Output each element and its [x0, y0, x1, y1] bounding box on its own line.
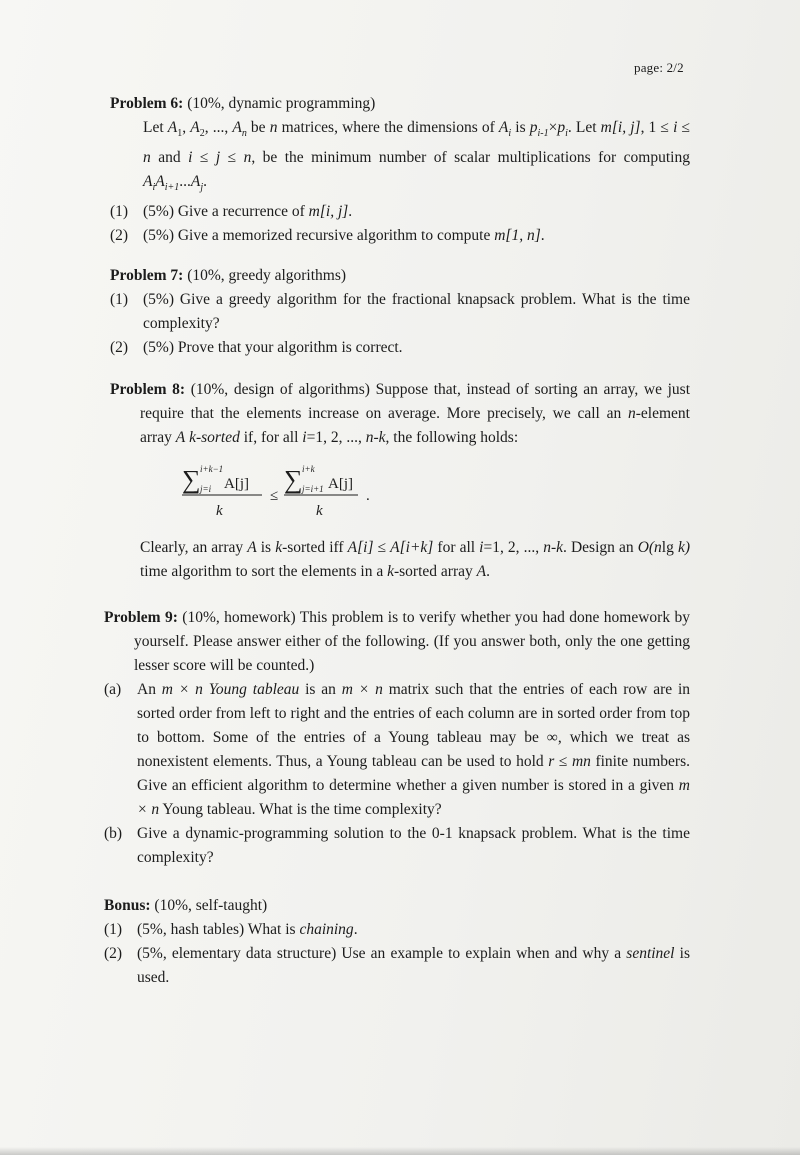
problem-9: [104, 606, 690, 870]
problem-8: [110, 378, 690, 584]
problem-6-title: Problem 6:: [110, 95, 184, 112]
problem-9-option-a: (a) An m × n Young tableau is an m × n matrix such that the entries of each row are in sorted order from left to right and the entries of each column are in sorted order from top to bottom. Some of the entries of a Young tableau may be ∞, which we treat as nonexistent elements. Thus, a Young tableau can be used to hold r ≤ mn finite numbers. Give an efficient algorithm to determine whether a given number is stored in a given m × n Young tableau. What is the time complexity?: [104, 681, 691, 819]
problem-7-title: Problem 7:: [110, 267, 184, 285]
formula-period: .: [366, 488, 370, 505]
bonus-problem: [104, 894, 690, 990]
problem-6-heading: [110, 92, 690, 116]
problem-6-statement: Let $A_1$, $A_2$, ..., $A_n$ be n matrices, where the dimensions of $A_i$ is $p_{i-1}\times p_i$. Let m[i, j], 1 ≤ i ≤ n and i ≤ j ≤ n, be the minimum number of scalar multiplications for computing $A_iA_{i+1}...A_j$.: [143, 119, 691, 194]
bonus-topic: (10%, self-taught): [150, 897, 268, 915]
problem-6-part-1: (1) (5%) Give a recurrence of m[i, j].: [110, 203, 353, 221]
right-sum-lower: j=i+1: [302, 484, 324, 495]
problem-8-title: Problem 8:: [110, 381, 186, 399]
left-sum-term: A[j]: [224, 476, 249, 493]
left-denominator: k: [216, 503, 223, 520]
leq-symbol: ≤: [270, 488, 279, 505]
problem-8-statement: Problem 8: (10%, design of algorithms) Suppose that, instead of sorting an array, we just require that the elements increase on average. More precisely, we call an n-element array A k-sorted if, for all i=1, 2, ..., n-k, the following holds:: [110, 381, 691, 447]
right-sum-upper: i+k: [302, 464, 315, 475]
k-sorted-inequality: [180, 462, 690, 522]
left-sum-lower: j=i: [200, 484, 212, 495]
right-sum-sign: ∑: [284, 465, 303, 495]
problem-9-option-b: (b) Give a dynamic-programming solution to the 0-1 knapsack problem. What is the time complexity?: [104, 825, 690, 867]
bonus-heading: [104, 894, 690, 918]
bonus-part-2: (2) (5%, elementary data structure) Use an example to explain when and why a sentinel is used.: [104, 945, 690, 987]
bonus-title: Bonus:: [104, 897, 151, 915]
problem-6-topic: (10%, dynamic programming): [183, 95, 376, 112]
right-denominator: k: [316, 503, 323, 520]
problem-7-topic: (10%, greedy algorithms): [183, 267, 347, 285]
exam-content: [104, 92, 691, 990]
page-number: page: 2/2: [634, 60, 684, 75]
right-sum-term: A[j]: [328, 476, 353, 493]
problem-6: [110, 92, 690, 248]
inequality-formula-svg: [180, 462, 400, 522]
scan-bottom-edge: [0, 1147, 800, 1155]
problem-9-title: Problem 9:: [104, 609, 178, 627]
problem-7-part-1: (1) (5%) Give a greedy algorithm for the fractional knapsack problem. What is the time complexity?: [110, 291, 690, 333]
problem-7: [110, 264, 690, 360]
left-sum-upper: i+k−1: [200, 464, 224, 475]
problem-7-part-2: (2) (5%) Prove that your algorithm is correct.: [110, 339, 403, 357]
bonus-part-1: (1) (5%, hash tables) What is chaining.: [104, 921, 358, 939]
problem-8-task: Clearly, an array A is k-sorted iff A[i] ≤ A[i+k] for all i=1, 2, ..., n-k. Design an O(nlg k) time algorithm to sort the elements in a k-sorted array A.: [140, 539, 690, 581]
problem-9-statement: Problem 9: (10%, homework) This problem is to verify whether you had done homework by yourself. Please answer either of the following. (If you answer both, only the one getting lesser score will be counted.): [104, 609, 690, 675]
left-sum-sign: ∑: [182, 465, 201, 495]
problem-6-part-2: (2) (5%) Give a memorized recursive algorithm to compute m[1, n].: [110, 227, 545, 245]
problem-7-heading: [110, 264, 690, 288]
